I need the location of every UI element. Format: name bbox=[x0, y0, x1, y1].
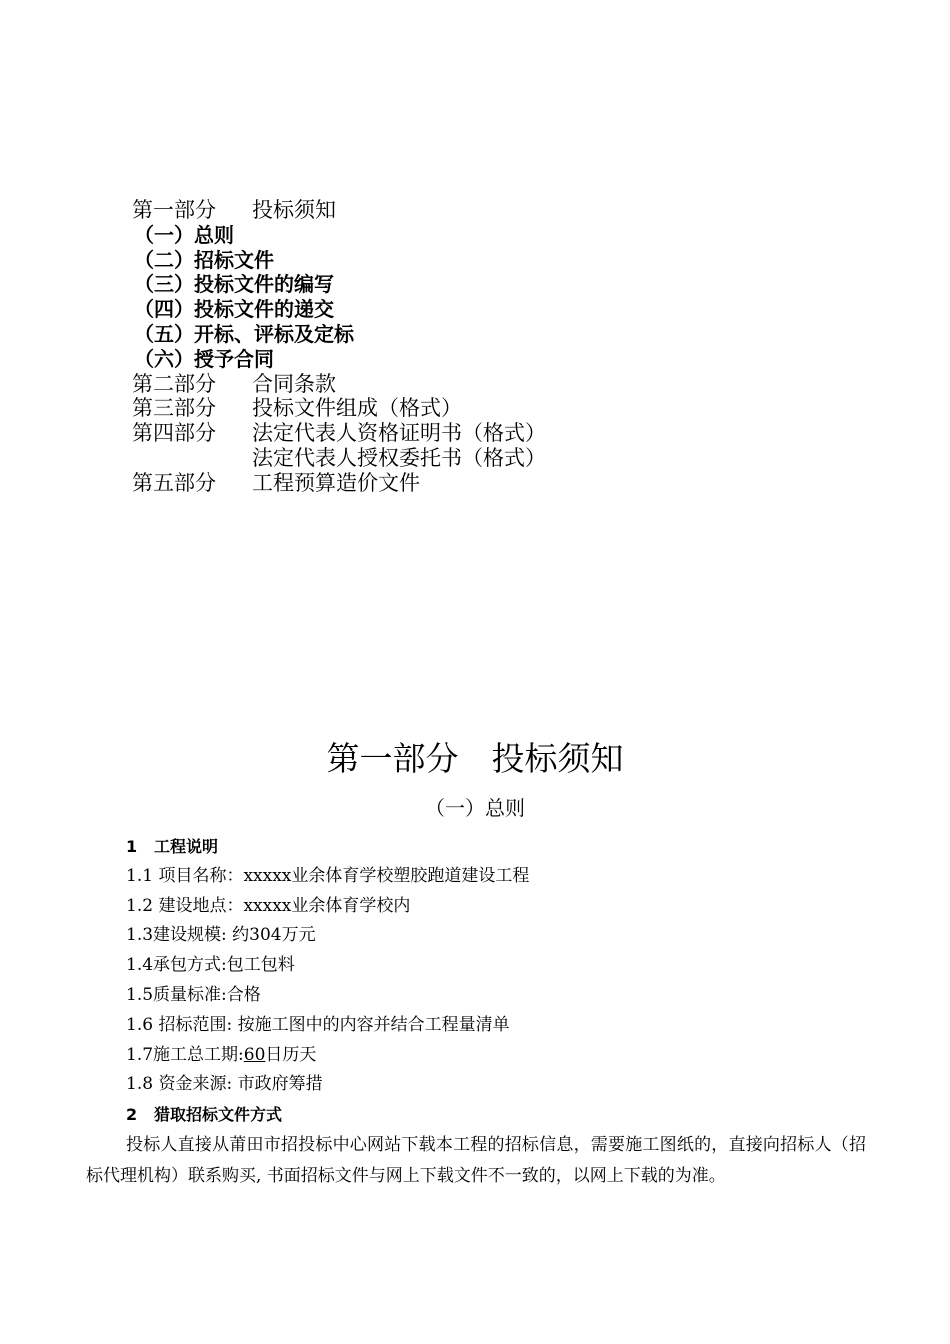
toc-part-title: 工程预算造价文件 bbox=[252, 470, 420, 495]
list-item: 1.1 项目名称：xxxxx业余体育学校塑胶跑道建设工程 bbox=[126, 865, 530, 886]
toc-part-2 bbox=[132, 372, 546, 397]
table-of-contents bbox=[132, 198, 546, 496]
toc-part-title: 投标须知 bbox=[252, 198, 336, 222]
toc-part-label: 第三部分 bbox=[132, 396, 216, 421]
toc-part-label: 第一部分 bbox=[132, 198, 216, 222]
duration-suffix: 日历天 bbox=[265, 1044, 317, 1065]
list-item: 1.6 招标范围: 按施工图中的内容并结合工程量清单 bbox=[126, 1014, 510, 1035]
toc-part-label: 第二部分 bbox=[132, 371, 216, 396]
toc-part-title: 合同条款 bbox=[252, 371, 336, 396]
toc-part-4-second-title: 法定代表人授权委托书（格式） bbox=[252, 445, 546, 470]
page-title: 第一部分 投标须知 bbox=[326, 739, 624, 778]
paragraph: 投标人直接从莆田市招投标中心网站下载本工程的招标信息，需要施工图纸的，直接向招标人（招标代理机构）联系购买, 书面招标文件与网上下载文件不一致的，以网上下载的为准。 bbox=[86, 1134, 866, 1186]
toc-sub-6: （六）授予合同 bbox=[134, 346, 274, 371]
section-number: 2 bbox=[126, 1105, 138, 1125]
toc-part-4 bbox=[132, 421, 546, 446]
section-title-2 bbox=[86, 1100, 866, 1130]
document-body bbox=[86, 832, 866, 1209]
section-title-text: 猎取招标文件方式 bbox=[154, 1105, 283, 1125]
list-item: 1.8 资金来源: 市政府筹措 bbox=[126, 1074, 323, 1095]
toc-part-1 bbox=[132, 198, 546, 223]
toc-part-label: 第四部分 bbox=[132, 421, 216, 446]
toc-sub-4: （四）投标文件的递交 bbox=[134, 297, 334, 322]
toc-sub-1: （一）总则 bbox=[134, 222, 234, 247]
toc-sub-2: （二）招标文件 bbox=[134, 247, 274, 272]
section-number: 1 bbox=[126, 837, 138, 856]
toc-sub-5: （五）开标、评标及定标 bbox=[134, 321, 354, 346]
toc-sub-3: （三）投标文件的编写 bbox=[134, 272, 334, 297]
section-heading: （一）总则 bbox=[425, 796, 525, 820]
list-item: 1.2 建设地点：xxxxx业余体育学校内 bbox=[126, 895, 411, 916]
toc-part-3 bbox=[132, 396, 546, 421]
toc-part-title: 投标文件组成（格式） bbox=[252, 396, 462, 421]
list-item: 1.5质量标准:合格 bbox=[126, 984, 261, 1005]
toc-part-title: 法定代表人资格证明书（格式） bbox=[252, 421, 546, 446]
list-item: 1.3建设规模: 约304万元 bbox=[126, 925, 316, 946]
duration-value: 60 bbox=[243, 1044, 266, 1065]
list-item: 1.4承包方式:包工包料 bbox=[126, 955, 295, 976]
section-title-text: 工程说明 bbox=[154, 837, 219, 856]
duration-prefix: 1.7施工总工期: bbox=[126, 1044, 244, 1065]
toc-part-5 bbox=[132, 471, 546, 496]
list-item-duration bbox=[86, 1041, 866, 1071]
section-title-1 bbox=[86, 832, 866, 862]
toc-part-label: 第五部分 bbox=[132, 470, 216, 495]
